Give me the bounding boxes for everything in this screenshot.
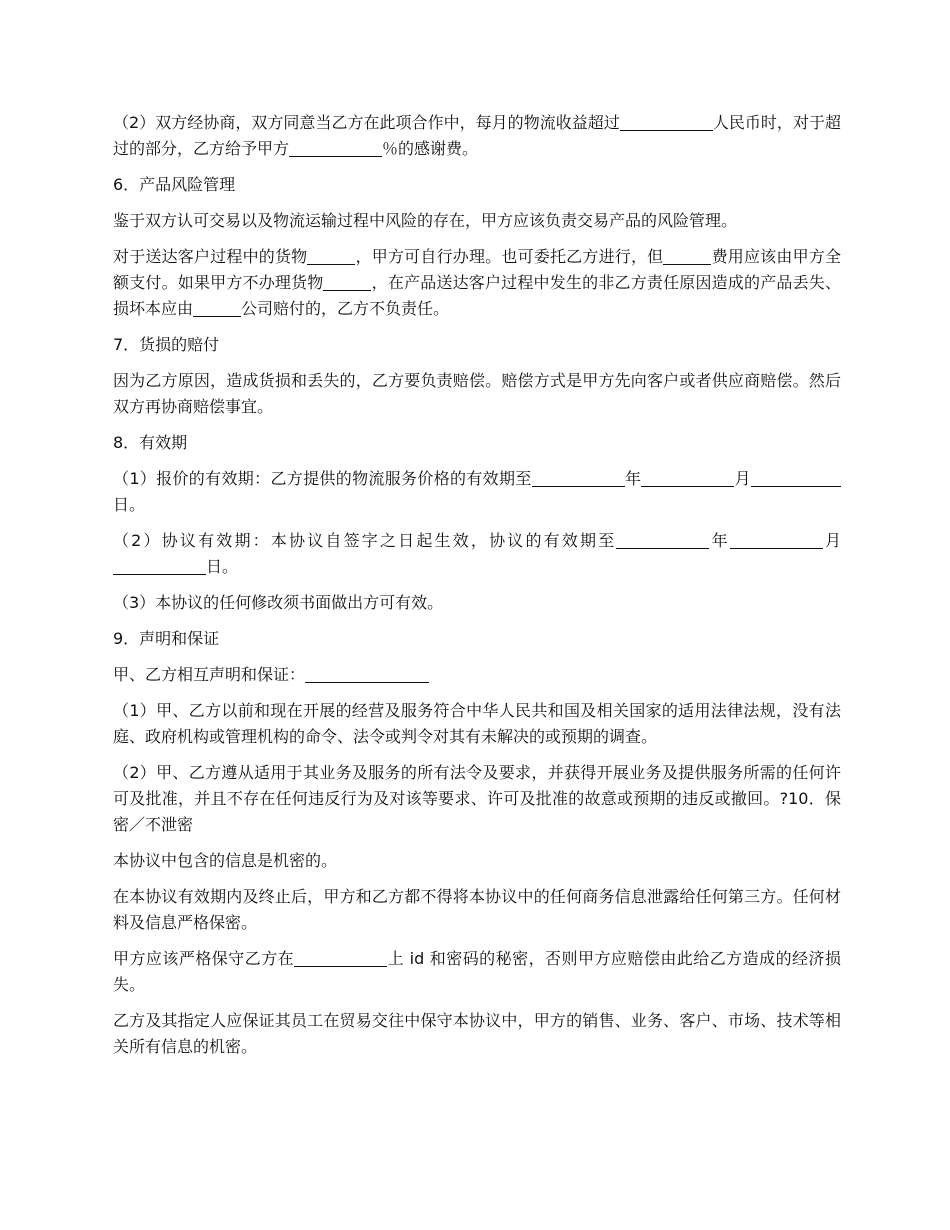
paragraph-warranty-law: （1）甲、乙方以前和现在开展的经营及服务符合中华人民共和国及相关国家的适用法律法规，没有法庭、政府机构或管理机构的命令、法令或判令对其有未解决的或预期的调查。 xyxy=(113,701,841,746)
blank-line[interactable] xyxy=(305,665,429,683)
blank-line[interactable] xyxy=(323,273,371,291)
blank-line[interactable] xyxy=(773,469,841,487)
blank-line[interactable] xyxy=(663,247,711,265)
text-segment: 年 xyxy=(709,531,730,550)
text-segment: （2）协议有效期：本协议自签字之日起生效，协议的有效期至 xyxy=(113,531,617,550)
text-segment: （2）双方经协商，双方同意当乙方在此项合作中，每月的物流收益超过 xyxy=(113,113,620,132)
paragraph-quote-validity xyxy=(113,466,841,518)
paragraph-amendment: （3）本协议的任何修改须书面做出方可有效。 xyxy=(113,593,444,612)
blank-line[interactable] xyxy=(620,113,713,131)
text-segment: 年 xyxy=(624,469,642,488)
blank-line[interactable] xyxy=(193,299,241,317)
blank-line[interactable] xyxy=(641,469,734,487)
text-segment: 人民币时，对于超过的部分，乙方给予甲方 xyxy=(113,113,841,158)
text-segment: ％的感谢费。 xyxy=(382,139,479,158)
paragraph-damage-compensation: 因为乙方原因，造成货损和丢失的，乙方要负责赔偿。赔偿方式是甲方先向客户或者供应商赔偿。然后双方再协商赔偿事宜。 xyxy=(113,371,841,416)
blank-line[interactable] xyxy=(113,557,206,575)
text-segment: 月 xyxy=(734,469,751,488)
text-segment: 月 xyxy=(822,531,841,550)
text-segment: 公司赔付的，乙方不负责任。 xyxy=(241,299,450,318)
text-segment: （1）报价的有效期：乙方提供的物流服务价格的有效期至 xyxy=(113,469,532,488)
blank-line[interactable] xyxy=(532,469,625,487)
section-heading-risk: 6．产品风险管理 xyxy=(113,175,236,194)
paragraph-warranty-compliance: （2）甲、乙方遵从适用于其业务及服务的所有法令及要求，并获得开展业务及提供服务所需的任何许可及批准，并且不存在任何违反行为及对该等要求、许可及批准的故意或预期的违反或撤回。?10．保密／不泄密 xyxy=(113,763,841,834)
text-segment: ，甲方可自行办理。也可委托乙方进行，但 xyxy=(355,247,664,266)
text-segment: ，在产品送达客户过程中发生的非乙方责任原因造成的产品丢失、损坏本应由 xyxy=(113,273,841,318)
text-segment: 甲、乙方相互声明和保证： xyxy=(113,665,306,684)
paragraph-employee-confidentiality: 乙方及其指定人应保证其员工在贸易交往中保守本协议中，甲方的销售、业务、客户、市场、技术等相关所有信息的机密。 xyxy=(113,1011,841,1056)
section-heading-warranty: 9．声明和保证 xyxy=(113,629,220,648)
paragraph-profit-share xyxy=(113,110,841,162)
text-segment: 甲方应该严格保守乙方在 xyxy=(113,949,295,968)
section-heading-damage: 7．货损的赔付 xyxy=(113,335,220,354)
text-segment: 日。 xyxy=(113,495,146,514)
blank-line[interactable] xyxy=(294,949,387,967)
paragraph-credentials xyxy=(113,946,841,998)
blank-line[interactable] xyxy=(730,531,823,549)
paragraph-risk-intro: 鉴于双方认可交易以及物流运输过程中风险的存在，甲方应该负责交易产品的风险管理。 xyxy=(113,211,738,230)
text-segment: 上 id 和密码的秘密，否则甲方应赔偿由此给乙方造成的经济损失。 xyxy=(113,949,841,994)
paragraph-goods-delivery xyxy=(113,244,841,322)
blank-line[interactable] xyxy=(289,139,382,157)
text-segment: 费用应该由甲方全额支付。如果甲方不办理货物 xyxy=(113,247,841,292)
paragraph-confidential: 本协议中包含的信息是机密的。 xyxy=(113,851,338,870)
paragraph-agreement-validity xyxy=(113,528,841,580)
paragraph-non-disclosure: 在本协议有效期内及终止后，甲方和乙方都不得将本协议中的任何商务信息泄露给任何第三方。任何材料及信息严格保密。 xyxy=(113,887,841,932)
blank-line[interactable] xyxy=(307,247,355,265)
text-segment: 对于送达客户过程中的货物 xyxy=(113,247,308,266)
paragraph-warranty-intro xyxy=(113,662,841,688)
blank-line[interactable] xyxy=(751,469,773,487)
section-heading-validity: 8．有效期 xyxy=(113,433,188,452)
blank-line[interactable] xyxy=(616,531,709,549)
text-segment: 日。 xyxy=(206,557,239,576)
document-body xyxy=(113,110,841,1070)
